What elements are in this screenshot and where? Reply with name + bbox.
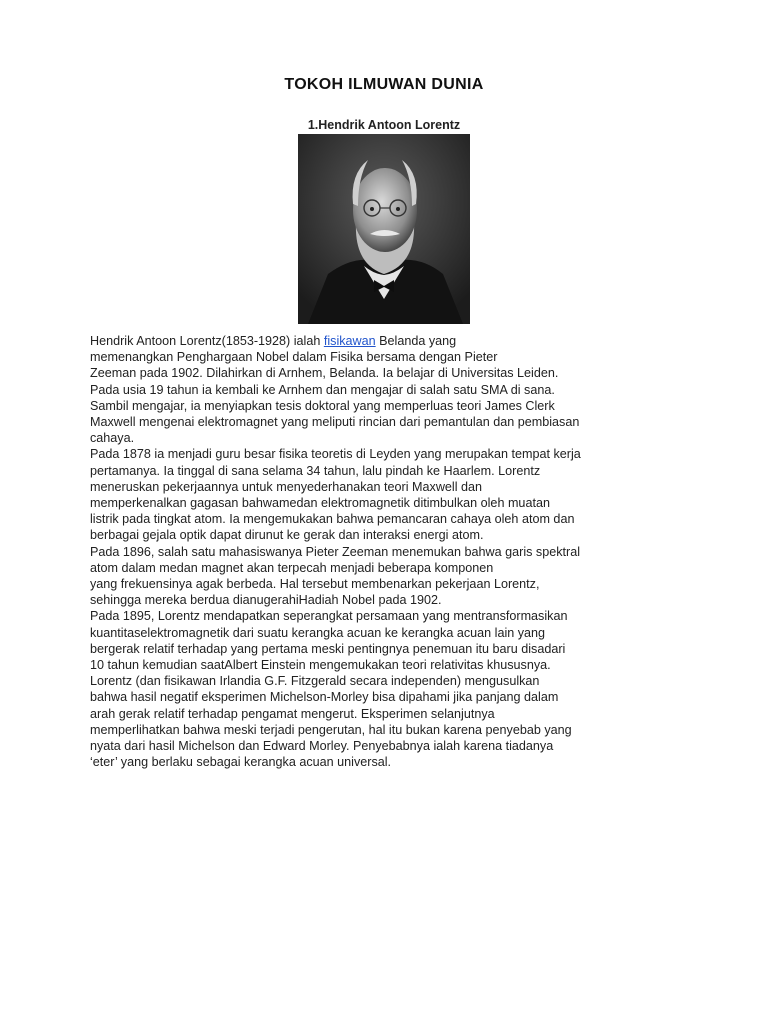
text-segment: Hendrik Antoon Lorentz(1853-1928) ialah — [90, 334, 324, 348]
text-segment: bahwa hasil negatif eksperimen Michelson-Morley bisa dipahami jika panjang dalam — [90, 690, 559, 705]
text-segment: Pada usia 19 tahun ia kembali ke Arnhem dan mengajar di salah satu SMA di sana. — [90, 382, 555, 397]
fisikawan-link[interactable]: fisikawan — [323, 334, 376, 348]
text-line — [90, 641, 680, 657]
portrait-photo-icon — [298, 134, 470, 324]
text-segment: memenangkan Penghargaan Nobel dalam Fisika bersama dengan Pieter — [90, 350, 498, 365]
text-line — [90, 657, 680, 673]
text-line — [90, 754, 680, 770]
text-segment: bergerak relatif terhadap yang pertama meski pentingnya penemuan itu baru disadari — [90, 641, 566, 656]
text-segment: memperkenalkan gagasan bahwamedan elektromagnetik ditimbulkan oleh muatan — [90, 496, 550, 511]
text-line — [90, 446, 680, 462]
text-segment: pertamanya. Ia tinggal di sana selama 34 tahun, lalu pindah ke Haarlem. Lorentz — [90, 463, 541, 478]
text-segment: listrik pada tingkat atom. Ia mengemukakan bahwa pemancaran cahaya oleh atom dan — [90, 512, 575, 527]
text-line — [90, 722, 680, 738]
text-segment: Pada 1878 ia menjadi guru besar fisika teoretis di Leyden yang merupakan tempat kerja — [90, 447, 581, 462]
text-segment: 10 tahun kemudian saatAlbert Einstein mengemukakan teori relativitas khususnya. — [90, 658, 551, 673]
text-segment: memperlihatkan bahwa meski terjadi pengerutan, hal itu bukan karena penyebab yang — [90, 722, 572, 737]
text-line — [90, 560, 680, 576]
text-segment: Sambil mengajar, ia menyiapkan tesis doktoral yang memperluas teori James Clerk — [90, 398, 555, 413]
text-line — [90, 673, 680, 689]
text-segment: cahaya. — [90, 431, 135, 446]
text-line — [90, 398, 680, 414]
text-segment: sehingga mereka berdua dianugerahiHadiah Nobel pada 1902. — [90, 593, 442, 608]
text-line — [90, 430, 680, 446]
text-line — [90, 511, 680, 527]
text-segment: berbagai gejala optik dapat dirunut ke gerak dan interaksi energi atom. — [90, 528, 484, 543]
text-line — [90, 479, 680, 495]
text-line — [90, 625, 680, 641]
text-segment: Lorentz (dan fisikawan Irlandia G.F. Fitzgerald secara independen) mengusulkan — [90, 674, 540, 689]
text-line — [90, 382, 680, 398]
text-segment: meneruskan pekerjaannya untuk menyederhanakan teori Maxwell dan — [90, 479, 483, 494]
text-line — [90, 463, 680, 479]
text-segment: nyata dari hasil Michelson dan Edward Morley. Penyebabnya ialah karena tiadanya — [90, 739, 554, 754]
text-line — [90, 576, 680, 592]
text-line — [90, 365, 680, 381]
section-heading: 1.Hendrik Antoon Lorentz — [307, 118, 461, 132]
text-segment: ‘eter’ yang berlaku sebagai kerangka acuan universal. — [90, 755, 392, 770]
text-line — [90, 349, 680, 365]
text-line — [90, 706, 680, 722]
text-line — [90, 333, 680, 349]
text-line — [90, 689, 680, 705]
text-segment: arah gerak relatif terhadap pengamat mengerut. Eksperimen selanjutnya — [90, 706, 495, 721]
text-segment: Maxwell mengenai elektromagnet yang meliputi rincian dari pemantulan dan pembiasan — [90, 415, 580, 430]
text-line — [90, 527, 680, 543]
text-segment: atom dalam medan magnet akan terpecah menjadi beberapa komponen — [90, 560, 494, 575]
text-line — [90, 592, 680, 608]
text-segment: Zeeman pada 1902. Dilahirkan di Arnhem, Belanda. Ia belajar di Universitas Leiden. — [90, 366, 559, 381]
text-segment: Pada 1895, Lorentz mendapatkan seperangkat persamaan yang mentransformasikan — [90, 609, 568, 624]
text-segment: kuantitaselektromagnetik dari suatu kerangka acuan ke kerangka acuan lain yang — [90, 625, 546, 640]
text-line — [90, 738, 680, 754]
text-segment: Belanda yang — [375, 334, 457, 348]
text-line — [90, 495, 680, 511]
body-text — [90, 333, 680, 770]
text-line — [90, 414, 680, 430]
text-segment: yang frekuensinya agak berbeda. Hal tersebut membenarkan pekerjaan Lorentz, — [90, 577, 540, 592]
page-title: TOKOH ILMUWAN DUNIA — [284, 76, 484, 93]
text-line — [90, 608, 680, 624]
text-segment: Pada 1896, salah satu mahasiswanya Pieter Zeeman menemukan bahwa garis spektral — [90, 544, 581, 559]
text-line — [90, 544, 680, 560]
